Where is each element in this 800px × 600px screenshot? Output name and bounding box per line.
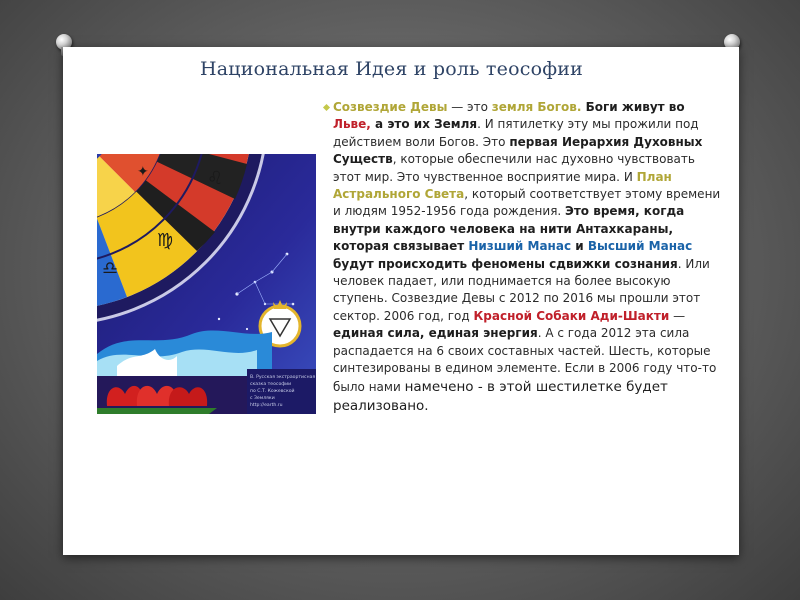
body-paragraph (333, 99, 723, 416)
text-run: Это время, когда внутри каждого человека на нити Антахкараны, которая связывает (333, 204, 685, 254)
text-run: , который соответствует этому времени и людям 1952-1956 года рождения. (333, 187, 721, 219)
text-run: единая сила, единая энергия (333, 326, 538, 341)
text-run: а это их Земля (370, 117, 478, 132)
text-run: Красной Собаки Ади-Шакти (473, 308, 670, 323)
text-run: первая Иерархия Духовных Существ (333, 134, 703, 167)
caption-line-5: http://earth.ru (250, 403, 283, 408)
text-run: — (669, 308, 686, 323)
text-run: Созвездие Девы (333, 100, 448, 114)
text-run: . А с года 2012 эта сила распадается на 6 своих составных частей. Шесть, которые синтезированы в едином элементе. Если в 2006 году что-то было нами (333, 326, 717, 394)
text-run: . Или человек падает, или поднимается на более высокую ступень. Созвездие Девы с 2012 по 2016 мы прошли этот сектор. 2006 год, год (333, 256, 710, 323)
svg-text:✦: ✦ (137, 164, 149, 180)
svg-text:♌: ♌ (207, 168, 224, 189)
svg-text:♍: ♍ (157, 230, 174, 251)
caption-line-4: с Земляки (250, 396, 275, 401)
text-run: земля Богов. (491, 100, 582, 114)
text-run: будут происходить феномены сдвижки сознания (333, 256, 678, 271)
text-run: намечено - в этой шестилетке будет реализовано. (333, 378, 668, 414)
svg-text:♎: ♎ (102, 258, 119, 279)
text-run: Низший Манас (468, 239, 572, 254)
zodiac-illustration (97, 154, 316, 414)
zodiac-illustration-svg (97, 154, 316, 414)
text-run: и (571, 239, 588, 254)
body-text (333, 99, 723, 416)
caption-line-1: В. Русская экстраортисная (250, 375, 316, 380)
text-run: План Астрального Света (333, 169, 672, 202)
text-run: , которые обеспечили нас духовно чувствовать этот мир. Это чувственное восприятие мира. И (333, 152, 695, 184)
text-run: Боги живут во (581, 100, 685, 114)
caption-line-2: сказка теософии (250, 382, 292, 387)
text-run: Высший Манас (587, 239, 693, 254)
slide-title: Национальная Идея и роль теософии (200, 58, 584, 80)
text-run: Льве, (333, 117, 371, 132)
caption-line-3: по С.Т. Кожевской (250, 389, 295, 394)
text-run: — это (447, 100, 492, 114)
text-run: . И пятилетку эту мы прожили под действием воли Богов. Это (333, 117, 699, 149)
